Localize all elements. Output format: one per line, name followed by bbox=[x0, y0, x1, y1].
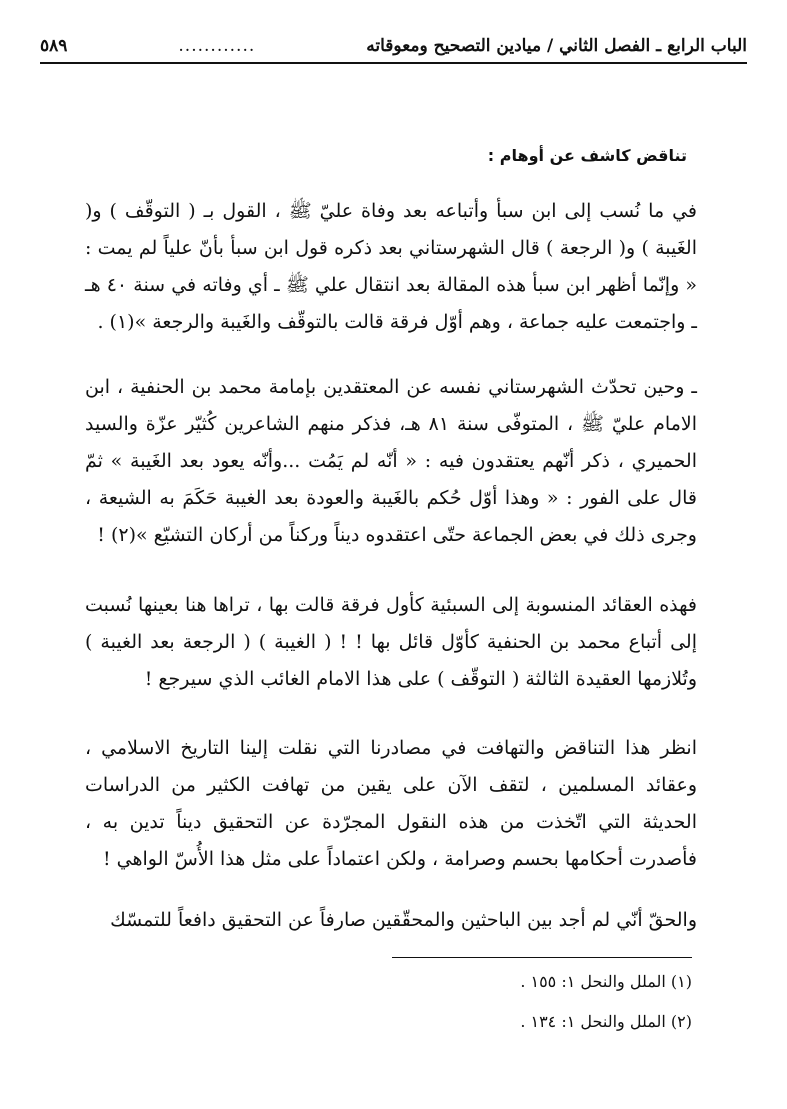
paragraph-5 bbox=[85, 902, 697, 939]
running-title: الباب الرابع ـ الفصل الثاني / ميادين التصحيح ومعوقاته bbox=[366, 36, 747, 56]
paragraph-text: ـ وحين تحدّث الشهرستاني نفسه عن المعتقدين بإمامة محمد بن الحنفية ، ابن الامام عليّ ﷺ ، المتوفّى سنة ٨١ هـ، فذكر منهم الشاعرين كُثيّر عزّة والسيد الحميري ، ذكر أنّهم يعتقدون فيه : « أنّه لم يَمُت ...وأنّه يعود بعد الغَيبة » ثمّ قال على الفور : « وهذا أوّل حُكم بالغَيبة والعودة بعد الغيبة حَكَمَ به الشيعة ، وجرى ذلك في بعض الجماعة حتّى اعتقدوه ديناً وركناً من أركان التشيّع »(٢) ! bbox=[85, 376, 697, 546]
running-header bbox=[40, 30, 747, 64]
paragraph-text: انظر هذا التناقض والتهافت في مصادرنا التي نقلت إلينا التاريخ الاسلامي ، وعقائد المسلمين ، لتقف الآن على يقين من تهافت الكثير من الدراسات الحديثة التي اتّخذت من هذه النقول المجرّدة عن التحقيق ديناً تدين به ، فأصدرت أحكامها بحسم وصرامة ، ولكن اعتماداً على مثل هذا الأُسّ الواهي ! bbox=[85, 737, 697, 870]
paragraph-text: والحقّ أنّي لم أجد بين الباحثين والمحقّقين صارفاً عن التحقيق دافعاً للتمسّك bbox=[110, 909, 697, 931]
paragraph-text: في ما نُسب إلى ابن سبأ وأتباعه بعد وفاة عليّ ﷺ ، القول بـ ( التوقّف ) و( الغَيبة ) و( الرجعة ) قال الشهرستاني بعد ذكره قول ابن سبأ بأنّ علياً لم يمت : « وإنّما أظهر ابن سبأ هذه المقالة بعد انتقال علي ﷺ ـ أي وفاته في سنة ٤٠ هـ ـ واجتمعت عليه جماعة ، وهم أوّل فرقة قالت بالتوقّف والغَيبة والرجعة »(١) . bbox=[85, 200, 697, 333]
footnote-1: (١) الملل والنحل ١: ١٥٥ . bbox=[520, 972, 692, 991]
footnote-divider bbox=[392, 957, 692, 958]
paragraph-1 bbox=[85, 193, 697, 341]
section-title: تناقض كاشف عن أوهام : bbox=[487, 146, 687, 165]
footnote-2: (٢) الملل والنحل ١: ١٣٤ . bbox=[520, 1012, 692, 1031]
paragraph-text: فهذه العقائد المنسوبة إلى السبئية كأول فرقة قالت بها ، تراها هنا بعينها نُسبت إلى أتباع محمد بن الحنفية كأوّل قائل بها ! ! ( الغيبة ) ( الرجعة بعد الغيبة ) وتُلازمها العقيدة الثالثة ( التوقّف ) على هذا الامام الغائب الذي سيرجع ! bbox=[85, 594, 697, 690]
header-dots: ............ bbox=[178, 36, 256, 56]
paragraph-4 bbox=[85, 730, 697, 878]
page-number: ٥٨٩ bbox=[40, 36, 68, 56]
paragraph-3 bbox=[85, 587, 697, 698]
paragraph-2 bbox=[85, 369, 697, 554]
